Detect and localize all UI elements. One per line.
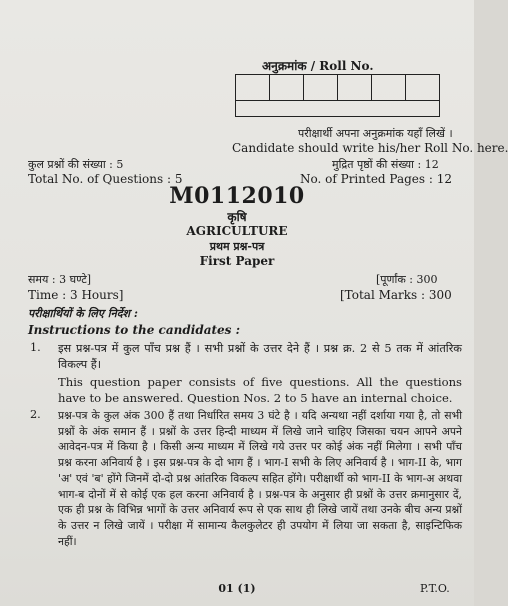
marks-english: [Total Marks : 300 bbox=[340, 288, 452, 302]
roll-number-grid[interactable] bbox=[235, 74, 440, 101]
instructions-heading-hindi: परीक्षार्थियों के लिए निर्देश : bbox=[28, 307, 138, 320]
paper-name-english: First Paper bbox=[199, 254, 275, 268]
roll-number-cell[interactable] bbox=[270, 75, 304, 100]
roll-instruction-english: Candidate should write his/her Roll No. here. bbox=[232, 141, 508, 155]
roll-number-cell[interactable] bbox=[406, 75, 439, 100]
instruction-1-english: This question paper consists of five questions. All the questions have to be answered. Question Nos. 2 to 5 have an internal choice. bbox=[58, 375, 462, 405]
roll-instruction-hindi: परीक्षार्थी अपना अनुक्रमांक यहाँ लिखें । bbox=[298, 127, 453, 140]
instruction-number: 1. bbox=[30, 341, 41, 354]
roll-number-cell[interactable] bbox=[372, 75, 406, 100]
instruction-2-hindi: प्रश्न-पत्र के कुल अंक 300 हैं तथा निर्धारित समय 3 घंटे है । यदि अन्यथा नहीं दर्शाया गया है, तो सभी प्रश्नों के अंक समान हैं । प्रश्नों के उत्तर हिन्दी माध्यम में लिखे जाने चाहिए जिसका चयन आपने अपने आवेदन-पत्र में किया है । किसी अन्य माध्यम में लिखे गये उत्तर पर कोई अंक नहीं मिलेगा । सभी पाँच प्रश्न करना अनिवार्य है । इस प्रश्न-पत्र के दो भाग हैं । भाग-I सभी के लिए अनिवार्य है । भाग-II के, भाग 'अ' एवं 'ब' होंगे जिनमें दो-दो प्रश्न आंतरिक विकल्प सहित होंगे। परीक्षार्थी को भाग-II के भाग-अ अथवा भाग-ब दोनों में से कोई एक हल करना अनिवार्य है । प्रश्न-पत्र के अनुसार ही प्रश्नों के उत्तर क्रमानुसार दें, एक ही प्रश्न के विभिन्न भागों के उत्तर अनिवार्य रूप से एक साथ ही लिखे जायें तथा उनके बीच अन्य प्रश्नों के उत्तर न लिखे जायें । परीक्षा में सामान्य कैलकुलेटर ही उपयोग में लिया जा सकता है, साइन्टिफिक नहीं। bbox=[58, 409, 462, 548]
roll-number-cell[interactable] bbox=[338, 75, 372, 100]
printed-pages-english: No. of Printed Pages : 12 bbox=[300, 172, 452, 186]
printed-pages-hindi: मुद्रित पृष्ठों की संख्या : 12 bbox=[332, 158, 439, 171]
instruction-1-hindi: इस प्रश्न-पत्र में कुल पाँच प्रश्न हैं । सभी प्रश्नों के उत्तर देने हैं । प्रश्न क्र. 2 से 5 तक में आंतरिक विकल्प हैं। bbox=[58, 342, 462, 371]
time-english: Time : 3 Hours] bbox=[28, 288, 124, 302]
page-code: 01 (1) bbox=[218, 582, 256, 595]
marks-hindi: [पूर्णांक : 300 bbox=[376, 273, 438, 286]
roll-number-cell[interactable] bbox=[236, 75, 270, 100]
roll-number-caption: अनुक्रमांक / Roll No. bbox=[262, 59, 374, 73]
subject-hindi: कृषि bbox=[227, 210, 247, 224]
instructions-heading-english: Instructions to the candidates : bbox=[28, 323, 241, 337]
instruction-number: 2. bbox=[30, 408, 41, 421]
roll-number-box-lower bbox=[235, 101, 440, 117]
time-hindi: समय : 3 घण्टे] bbox=[28, 273, 92, 286]
please-turn-over: P.T.O. bbox=[420, 582, 450, 595]
paper-code: M0112010 bbox=[169, 183, 305, 209]
total-questions-english: Total No. of Questions : 5 bbox=[28, 172, 183, 186]
total-questions-hindi: कुल प्रश्नों की संख्या : 5 bbox=[28, 158, 124, 171]
roll-number-cell[interactable] bbox=[304, 75, 338, 100]
subject-english: AGRICULTURE bbox=[186, 224, 288, 238]
paper-name-hindi: प्रथम प्रश्न-पत्र bbox=[209, 240, 265, 253]
